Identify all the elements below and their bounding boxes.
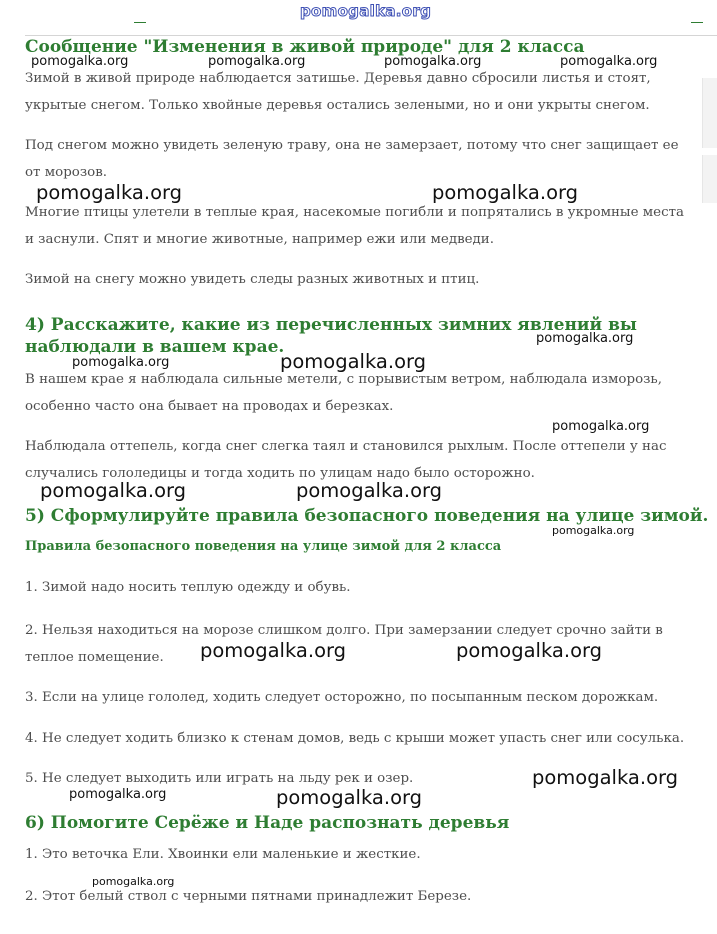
tree-answer-2: 2. Этот белый ствол с черными пятнами принадлежит Березе.: [25, 889, 472, 904]
watermark: pomogalka.org: [296, 479, 443, 502]
question-5-subheading: Правила безопасного поведения на улице зимой для 2 класса: [25, 539, 502, 554]
rule-item-1: 1. Зимой надо носить теплую одежду и обувь.: [25, 580, 351, 595]
watermark: pomogalka.org: [69, 787, 167, 802]
message-paragraph-3: Многие птицы улетели в теплые края, насекомые погибли и попрятались в укромные места и заснули. Спят и многие животные, например ежи или медведи.: [25, 205, 684, 247]
question-5-heading: 5) Сформулируйте правила безопасного поведения на улице зимой.: [25, 506, 709, 526]
sidebar-tab-lower[interactable]: [702, 155, 717, 203]
watermark: pomogalka.org: [456, 639, 603, 662]
rule-item-2: 2. Нельзя находиться на морозе слишком долго. При замерзании следует срочно зайти в теплое помещение.: [25, 623, 663, 665]
top-bar: [0, 0, 717, 36]
tree-answer-1: 1. Это веточка Ели. Хвоинки ели маленькие и жесткие.: [25, 847, 421, 862]
watermark: pomogalka.org: [552, 419, 650, 434]
watermark: pomogalka.org: [208, 54, 306, 69]
nav-marker-right: [691, 22, 703, 23]
watermark: pomogalka.org: [384, 54, 482, 69]
watermark: pomogalka.org: [552, 524, 635, 537]
message-paragraph-4: Зимой на снегу можно увидеть следы разных животных и птиц.: [25, 272, 480, 287]
sidebar-tab-upper[interactable]: [702, 78, 717, 148]
watermark: pomogalka.org: [432, 181, 579, 204]
question-4-paragraph-2: Наблюдала оттепель, когда снег слегка таял и становился рыхлым. После оттепели у нас случались гололедицы и тогда ходить по улицам надо было осторожно.: [25, 439, 667, 481]
watermark: pomogalka.org: [31, 54, 129, 69]
watermark: pomogalka.org: [40, 479, 187, 502]
nav-marker-left: [134, 22, 146, 23]
question-4-paragraph-1: В нашем крае я наблюдала сильные метели, с порывистым ветром, наблюдала изморозь, особенно часто она бывает на проводах и березках.: [25, 372, 662, 414]
question-6-heading: 6) Помогите Серёже и Наде распознать деревья: [25, 813, 510, 833]
message-paragraph-1: Зимой в живой природе наблюдается затишье. Деревья давно сбросили листья и стоят, укрытые снегом. Только хвойные деревья остались зелеными, но и они укрыты снегом.: [25, 71, 651, 113]
rule-item-5: 5. Не следует выходить или играть на льду рек и озер.: [25, 771, 414, 786]
question-4-heading: 4) Расскажите, какие из перечисленных зимних явлений вы наблюдали в вашем крае.: [25, 315, 637, 357]
watermark: pomogalka.org: [280, 350, 427, 373]
watermark: pomogalka.org: [560, 54, 658, 69]
site-logo[interactable]: pomogalka.org: [300, 2, 432, 20]
watermark: pomogalka.org: [200, 639, 347, 662]
watermark: pomogalka.org: [72, 355, 170, 370]
watermark: pomogalka.org: [36, 181, 183, 204]
message-paragraph-2: Под снегом можно увидеть зеленую траву, она не замерзает, потому что снег защищает ее от морозов.: [25, 138, 679, 180]
rule-item-4: 4. Не следует ходить близко к стенам домов, ведь с крыши может упасть снег или сосулька.: [25, 731, 685, 746]
watermark: pomogalka.org: [92, 875, 175, 888]
watermark: pomogalka.org: [536, 331, 634, 346]
watermark: pomogalka.org: [532, 766, 679, 789]
watermark: pomogalka.org: [276, 786, 423, 809]
message-heading: Сообщение "Изменения в живой природе" для 2 класса: [25, 37, 585, 57]
rule-item-3: 3. Если на улице гололед, ходить следует осторожно, по посыпанным песком дорожкам.: [25, 690, 659, 705]
